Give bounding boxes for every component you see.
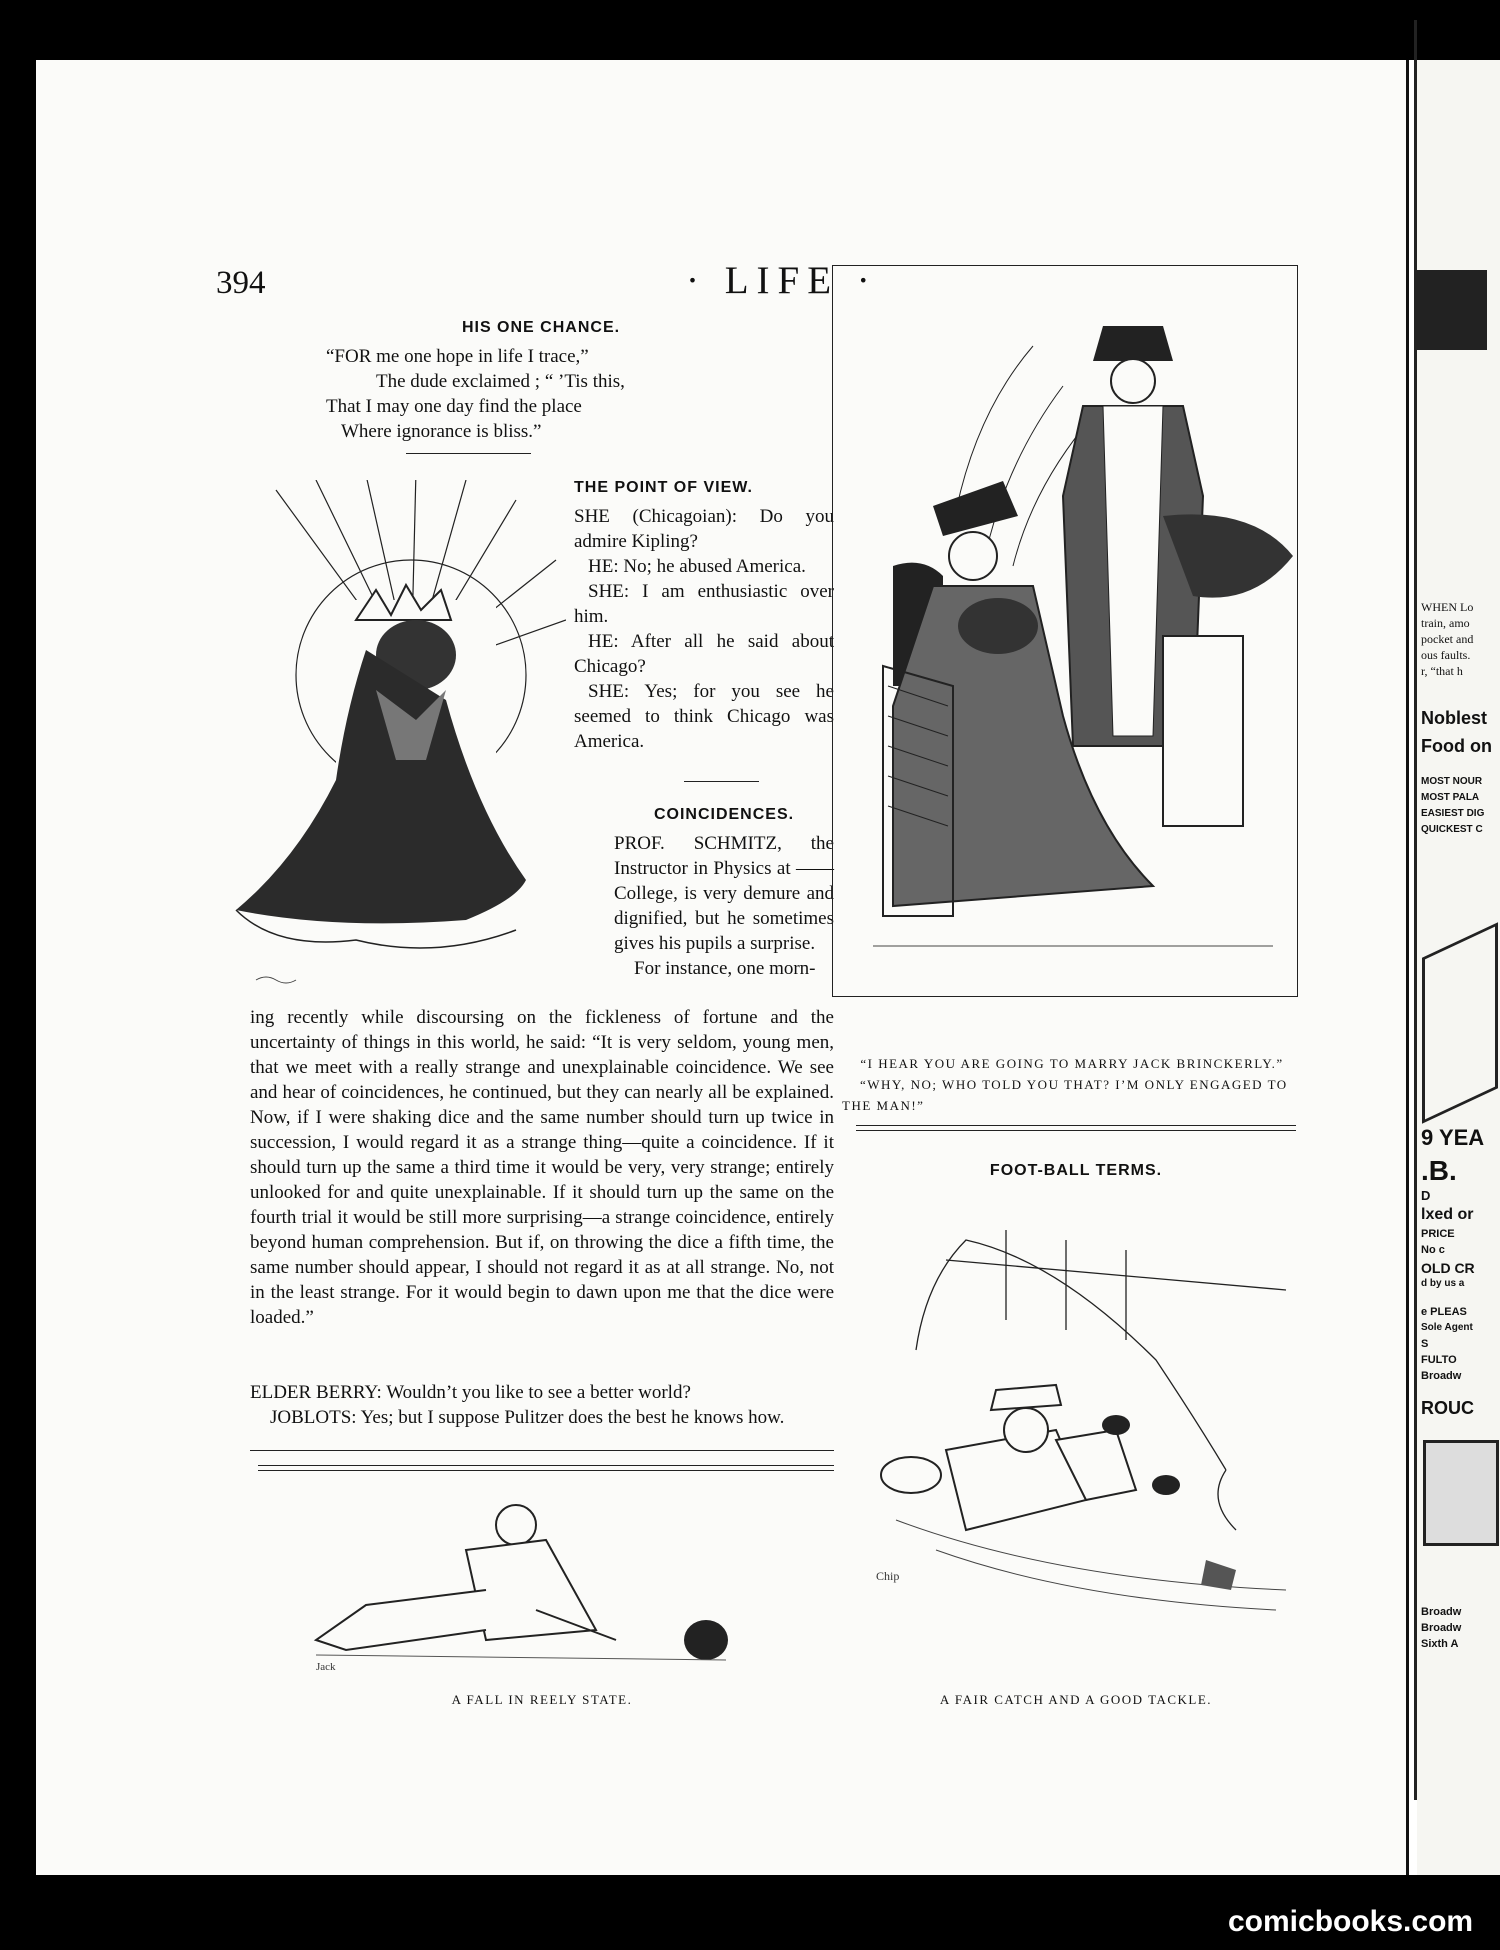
women-caption [842, 1053, 1302, 1116]
masthead: · LIFE · [686, 259, 878, 302]
ad-text: No c [1421, 1244, 1445, 1256]
coincidences-heading: COINCIDENCES. [653, 806, 795, 823]
ad-text: Broadw [1421, 1370, 1462, 1382]
ad-text: WHEN Lo [1421, 600, 1474, 614]
svg-text:Jack: Jack [316, 1661, 336, 1673]
women-caption-line-1: “I HEAR YOU ARE GOING TO MARRY JACK BRINCKERLY.” [860, 1056, 1284, 1071]
dialogue-line-4: HE: After all he said about Chicago? [574, 631, 834, 677]
poem-line-4: Where ignorance is bliss.” [341, 421, 542, 442]
divider [406, 453, 531, 454]
coincidences-lead: For instance, one morn- [634, 958, 816, 979]
ad-text: train, amo [1421, 616, 1470, 630]
his-one-chance [326, 315, 756, 444]
dialogue-line-5: SHE: Yes; for you see he seemed to think Chicago was America. [574, 681, 834, 752]
ad-text: MOST NOUR [1421, 776, 1483, 787]
ad-text: ROUC [1421, 1398, 1474, 1418]
double-rule [856, 1125, 1296, 1131]
ad-text: 9 YEA [1421, 1125, 1485, 1150]
fallen-man-illustration [286, 1490, 746, 1680]
ad-text: EASIEST DIG [1421, 808, 1485, 819]
ad-text: D [1421, 1188, 1431, 1203]
ad-text: Sixth A [1421, 1638, 1459, 1650]
ad-text: .B. [1421, 1155, 1457, 1186]
ad-logo-fragment [1417, 270, 1487, 350]
ad-text: Sole Agent [1421, 1322, 1473, 1333]
ad-text: OLD CR [1421, 1260, 1475, 1276]
coincidences-intro [614, 802, 834, 981]
watermark: comicbooks.com [1228, 1905, 1474, 1938]
ad-text: FULTO [1421, 1354, 1457, 1366]
ad-text: MOST PALA [1421, 792, 1480, 803]
coincidences-intro-text: PROF. SCHMITZ, the Instructor in Physics at —— College, is very demure and dignified, but he sometimes gives his pupils a surprise. [614, 833, 834, 954]
trunk-ad-fragment [1423, 1440, 1499, 1546]
ad-text: ous faults. [1421, 648, 1471, 662]
ad-text: e PLEAS [1421, 1306, 1467, 1318]
ad-text: lxed or [1421, 1206, 1474, 1223]
ad-text: d by us a [1421, 1278, 1465, 1289]
coincidences-body [250, 1005, 834, 1330]
poem-line-2: The dude exclaimed ; “ ’Tis this, [376, 371, 625, 392]
magazine-page [36, 60, 1424, 1875]
women-caption-line-2: “WHY, NO; WHO TOLD YOU THAT? I’M ONLY ENGAGED TO THE MAN!” [842, 1077, 1288, 1113]
ad-text: QUICKEST C [1421, 824, 1483, 835]
ad-text: PRICE [1421, 1228, 1455, 1240]
elder-berry-line-2: JOBLOTS: Yes; but I suppose Pulitzer does the best he knows how. [270, 1407, 785, 1428]
football-heading: FOOT-BALL TERMS. [989, 1162, 1163, 1179]
football-caption: A FAIR CATCH AND A GOOD TACKLE. [939, 1692, 1213, 1707]
ad-text: Noblest [1421, 708, 1488, 728]
divider [250, 1450, 834, 1451]
ad-box-fragment [1422, 922, 1498, 1123]
elder-berry-line-1: ELDER BERRY: Wouldn’t you like to see a better world? [250, 1382, 691, 1403]
double-rule [258, 1465, 834, 1471]
page-number: 394 [216, 265, 266, 301]
fall-caption: A FALL IN REELY STATE. [451, 1692, 633, 1707]
elder-berry [250, 1380, 834, 1430]
ad-text: Broadw [1421, 1622, 1462, 1634]
ad-text: r, “that h [1421, 664, 1463, 678]
coincidences-body-text: ing recently while discoursing on the fickleness of fortune and the uncertainty of things in this world, he said: “It is very seldom, young men, that we meet with a really strange and unexplainable coincidence. We see and hear of coincidences, he continued, but they can nearly all be explained. Now, if I were shaking dice and the same number should turn up twice in succession, I would regard it as a strange thing—quite a coincidence. If it should turn up the same a third time it would be very, very strange; entirely unlooked for and quite unexplainable. If it should turn up the same on the fourth trial it would be still more surprising—a strange coincidence, entirely beyond human comprehension. But if, on throwing the dice a fifth time, the same number should appear, I should not regard it as at all strange. No, not in the least strange. For it would begin to dawn upon me that the dice were loaded.” [250, 1007, 834, 1328]
dialogue-line-1: SHE (Chicagoian): Do you admire Kipling? [574, 506, 834, 552]
point-of-view-heading: THE POINT OF VIEW. [574, 479, 753, 496]
two-women-illustration [832, 265, 1298, 997]
poem-line-1: “FOR me one hope in life I trace,” [326, 346, 589, 367]
divider [684, 781, 759, 782]
ad-text: S [1421, 1338, 1429, 1350]
ad-text: pocket and [1421, 632, 1474, 646]
his-one-chance-heading: HIS ONE CHANCE. [461, 319, 621, 336]
adjacent-page-strip [1417, 60, 1500, 1875]
dialogue-line-3: SHE: I am enthusiastic over him. [574, 581, 834, 627]
poem-line-3: That I may one day find the place [326, 396, 582, 417]
svg-text:Chip: Chip [876, 1569, 900, 1583]
ad-text: Broadw [1421, 1606, 1462, 1618]
fishing-tackle-illustration [856, 1200, 1296, 1660]
ad-text: Food on [1421, 736, 1492, 756]
saint-pig-illustration [216, 480, 566, 1000]
dialogue-line-2: HE: No; he abused America. [588, 556, 806, 577]
point-of-view [574, 475, 834, 754]
